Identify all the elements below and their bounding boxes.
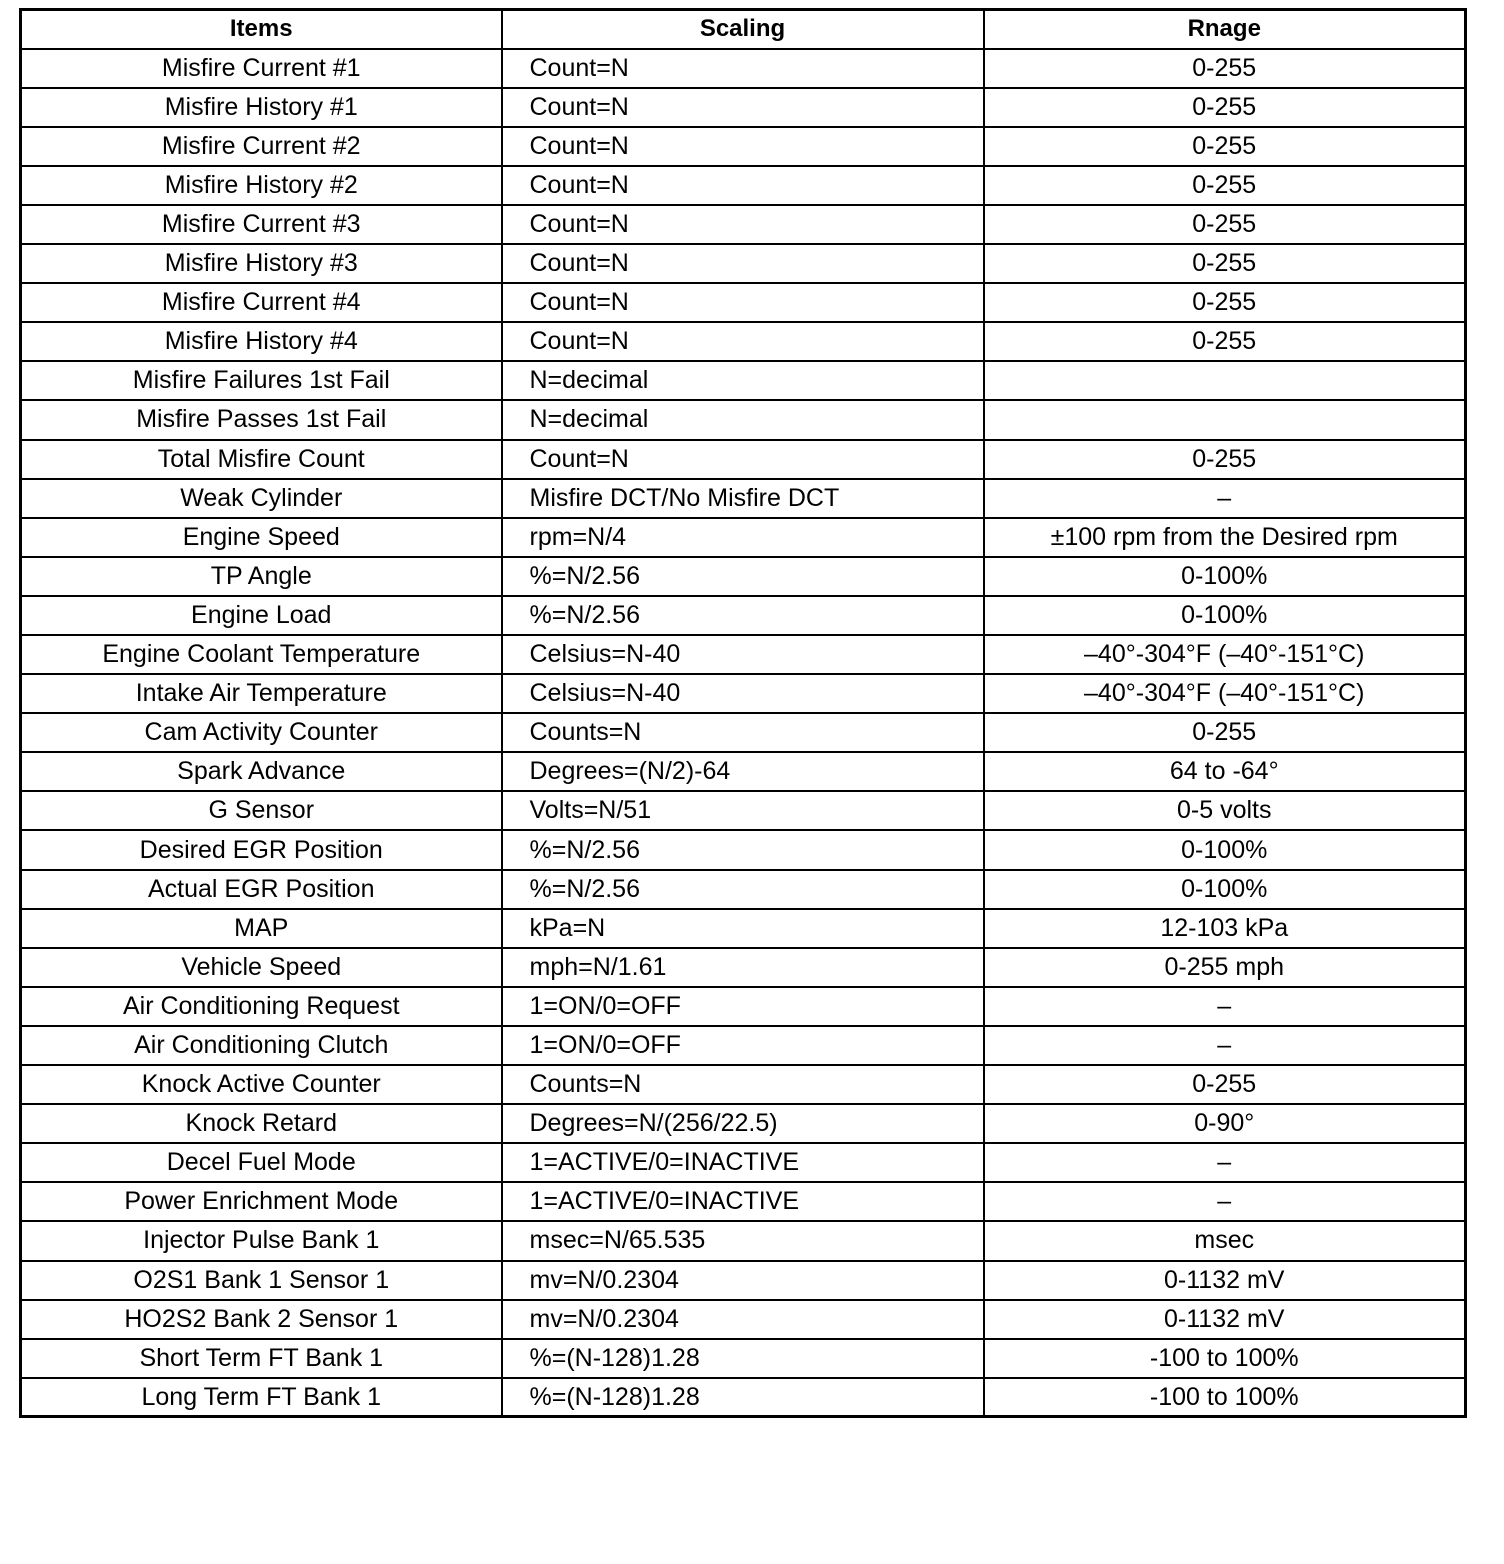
range-cell: -100 to 100% bbox=[984, 1378, 1466, 1417]
item-cell: Misfire Passes 1st Fail bbox=[21, 400, 502, 439]
item-cell: Misfire History #2 bbox=[21, 166, 502, 205]
scaling-cell: %=(N-128)1.28 bbox=[502, 1339, 984, 1378]
item-cell: Misfire Failures 1st Fail bbox=[21, 361, 502, 400]
table-row bbox=[21, 674, 1466, 713]
table-row bbox=[21, 479, 1466, 518]
item-cell: Knock Active Counter bbox=[21, 1065, 502, 1104]
item-cell: Misfire History #4 bbox=[21, 322, 502, 361]
item-cell: Misfire Current #4 bbox=[21, 283, 502, 322]
scaling-cell: Count=N bbox=[502, 322, 984, 361]
item-cell: Vehicle Speed bbox=[21, 948, 502, 987]
table-row bbox=[21, 1182, 1466, 1221]
range-cell: –40°-304°F (–40°-151°C) bbox=[984, 635, 1466, 674]
item-cell: HO2S2 Bank 2 Sensor 1 bbox=[21, 1300, 502, 1339]
item-cell: MAP bbox=[21, 909, 502, 948]
scaling-cell: Count=N bbox=[502, 49, 984, 88]
range-cell: 0-255 bbox=[984, 244, 1466, 283]
range-cell: 0-255 bbox=[984, 166, 1466, 205]
table-row bbox=[21, 713, 1466, 752]
table-row bbox=[21, 1143, 1466, 1182]
scaling-cell: 1=ON/0=OFF bbox=[502, 1026, 984, 1065]
table-row bbox=[21, 205, 1466, 244]
range-cell: msec bbox=[984, 1221, 1466, 1260]
scaling-cell: Count=N bbox=[502, 127, 984, 166]
header-items: Items bbox=[21, 10, 502, 49]
range-cell bbox=[984, 361, 1466, 400]
item-cell: Actual EGR Position bbox=[21, 870, 502, 909]
range-cell: 0-255 bbox=[984, 49, 1466, 88]
parameter-table bbox=[19, 8, 1467, 1418]
item-cell: Air Conditioning Request bbox=[21, 987, 502, 1026]
item-cell: Engine Speed bbox=[21, 518, 502, 557]
scaling-cell: Count=N bbox=[502, 205, 984, 244]
table-row bbox=[21, 752, 1466, 791]
scaling-cell: N=decimal bbox=[502, 361, 984, 400]
item-cell: Misfire Current #1 bbox=[21, 49, 502, 88]
item-cell: Misfire History #1 bbox=[21, 88, 502, 127]
header-row bbox=[21, 10, 1466, 49]
scaling-cell: 1=ACTIVE/0=INACTIVE bbox=[502, 1143, 984, 1182]
table-row bbox=[21, 440, 1466, 479]
scaling-cell: Count=N bbox=[502, 283, 984, 322]
table-row bbox=[21, 909, 1466, 948]
scaling-cell: %=N/2.56 bbox=[502, 557, 984, 596]
range-cell: 64 to -64° bbox=[984, 752, 1466, 791]
table-row bbox=[21, 361, 1466, 400]
scaling-cell: 1=ON/0=OFF bbox=[502, 987, 984, 1026]
item-cell: Spark Advance bbox=[21, 752, 502, 791]
scaling-cell: msec=N/65.535 bbox=[502, 1221, 984, 1260]
item-cell: Cam Activity Counter bbox=[21, 713, 502, 752]
range-cell: 0-255 bbox=[984, 127, 1466, 166]
item-cell: TP Angle bbox=[21, 557, 502, 596]
table-row bbox=[21, 635, 1466, 674]
table-row bbox=[21, 987, 1466, 1026]
item-cell: Misfire History #3 bbox=[21, 244, 502, 283]
range-cell: 0-255 bbox=[984, 322, 1466, 361]
table-row bbox=[21, 557, 1466, 596]
table-row bbox=[21, 1378, 1466, 1417]
scaling-cell: Celsius=N-40 bbox=[502, 674, 984, 713]
table-row bbox=[21, 244, 1466, 283]
scaling-cell: %=N/2.56 bbox=[502, 596, 984, 635]
table-row bbox=[21, 322, 1466, 361]
scaling-cell: Count=N bbox=[502, 440, 984, 479]
item-cell: Engine Load bbox=[21, 596, 502, 635]
table-row bbox=[21, 49, 1466, 88]
scaling-cell: Counts=N bbox=[502, 713, 984, 752]
range-cell: – bbox=[984, 1026, 1466, 1065]
table-row bbox=[21, 870, 1466, 909]
range-cell: –40°-304°F (–40°-151°C) bbox=[984, 674, 1466, 713]
table-row bbox=[21, 1221, 1466, 1260]
table-row bbox=[21, 1261, 1466, 1300]
item-cell: Long Term FT Bank 1 bbox=[21, 1378, 502, 1417]
table-row bbox=[21, 1065, 1466, 1104]
range-cell: 0-100% bbox=[984, 870, 1466, 909]
table-row bbox=[21, 948, 1466, 987]
range-cell: 0-5 volts bbox=[984, 791, 1466, 830]
scaling-cell: Misfire DCT/No Misfire DCT bbox=[502, 479, 984, 518]
scaling-cell: %=N/2.56 bbox=[502, 870, 984, 909]
table-row bbox=[21, 283, 1466, 322]
range-cell: 0-1132 mV bbox=[984, 1300, 1466, 1339]
table-row bbox=[21, 518, 1466, 557]
table-body bbox=[21, 49, 1466, 1417]
item-cell: Decel Fuel Mode bbox=[21, 1143, 502, 1182]
item-cell: O2S1 Bank 1 Sensor 1 bbox=[21, 1261, 502, 1300]
scaling-cell: mph=N/1.61 bbox=[502, 948, 984, 987]
scaling-cell: mv=N/0.2304 bbox=[502, 1261, 984, 1300]
item-cell: Misfire Current #3 bbox=[21, 205, 502, 244]
range-cell bbox=[984, 400, 1466, 439]
scaling-cell: %=N/2.56 bbox=[502, 830, 984, 869]
scaling-cell: Celsius=N-40 bbox=[502, 635, 984, 674]
range-cell: 0-100% bbox=[984, 557, 1466, 596]
scaling-cell: N=decimal bbox=[502, 400, 984, 439]
item-cell: G Sensor bbox=[21, 791, 502, 830]
scaling-cell: mv=N/0.2304 bbox=[502, 1300, 984, 1339]
scaling-cell: kPa=N bbox=[502, 909, 984, 948]
table-row bbox=[21, 1104, 1466, 1143]
range-cell: – bbox=[984, 987, 1466, 1026]
item-cell: Engine Coolant Temperature bbox=[21, 635, 502, 674]
range-cell: 0-255 bbox=[984, 1065, 1466, 1104]
range-cell: 0-255 bbox=[984, 440, 1466, 479]
item-cell: Knock Retard bbox=[21, 1104, 502, 1143]
table-row bbox=[21, 596, 1466, 635]
range-cell: 0-90° bbox=[984, 1104, 1466, 1143]
scaling-cell: Volts=N/51 bbox=[502, 791, 984, 830]
range-cell: 0-255 bbox=[984, 713, 1466, 752]
scaling-cell: Count=N bbox=[502, 244, 984, 283]
table-row bbox=[21, 1026, 1466, 1065]
table-row bbox=[21, 1300, 1466, 1339]
scaling-cell: Count=N bbox=[502, 166, 984, 205]
scaling-cell: 1=ACTIVE/0=INACTIVE bbox=[502, 1182, 984, 1221]
item-cell: Total Misfire Count bbox=[21, 440, 502, 479]
header-range: Rnage bbox=[984, 10, 1466, 49]
scaling-cell: Count=N bbox=[502, 88, 984, 127]
table-row bbox=[21, 1339, 1466, 1378]
range-cell: – bbox=[984, 1182, 1466, 1221]
item-cell: Misfire Current #2 bbox=[21, 127, 502, 166]
table-row bbox=[21, 400, 1466, 439]
range-cell: 0-255 bbox=[984, 205, 1466, 244]
item-cell: Intake Air Temperature bbox=[21, 674, 502, 713]
range-cell: 0-100% bbox=[984, 596, 1466, 635]
range-cell: 0-1132 mV bbox=[984, 1261, 1466, 1300]
range-cell: 0-255 mph bbox=[984, 948, 1466, 987]
item-cell: Power Enrichment Mode bbox=[21, 1182, 502, 1221]
table-row bbox=[21, 166, 1466, 205]
range-cell: 0-255 bbox=[984, 283, 1466, 322]
range-cell: 12-103 kPa bbox=[984, 909, 1466, 948]
scaling-cell: rpm=N/4 bbox=[502, 518, 984, 557]
table-row bbox=[21, 830, 1466, 869]
item-cell: Desired EGR Position bbox=[21, 830, 502, 869]
table-row bbox=[21, 791, 1466, 830]
scaling-cell: %=(N-128)1.28 bbox=[502, 1378, 984, 1417]
item-cell: Injector Pulse Bank 1 bbox=[21, 1221, 502, 1260]
item-cell: Air Conditioning Clutch bbox=[21, 1026, 502, 1065]
table-row bbox=[21, 88, 1466, 127]
item-cell: Short Term FT Bank 1 bbox=[21, 1339, 502, 1378]
range-cell: -100 to 100% bbox=[984, 1339, 1466, 1378]
table-row bbox=[21, 127, 1466, 166]
range-cell: – bbox=[984, 479, 1466, 518]
range-cell: 0-100% bbox=[984, 830, 1466, 869]
range-cell: ±100 rpm from the Desired rpm bbox=[984, 518, 1466, 557]
scaling-cell: Counts=N bbox=[502, 1065, 984, 1104]
range-cell: – bbox=[984, 1143, 1466, 1182]
header-scaling: Scaling bbox=[502, 10, 984, 49]
scaling-cell: Degrees=N/(256/22.5) bbox=[502, 1104, 984, 1143]
scaling-cell: Degrees=(N/2)-64 bbox=[502, 752, 984, 791]
range-cell: 0-255 bbox=[984, 88, 1466, 127]
item-cell: Weak Cylinder bbox=[21, 479, 502, 518]
